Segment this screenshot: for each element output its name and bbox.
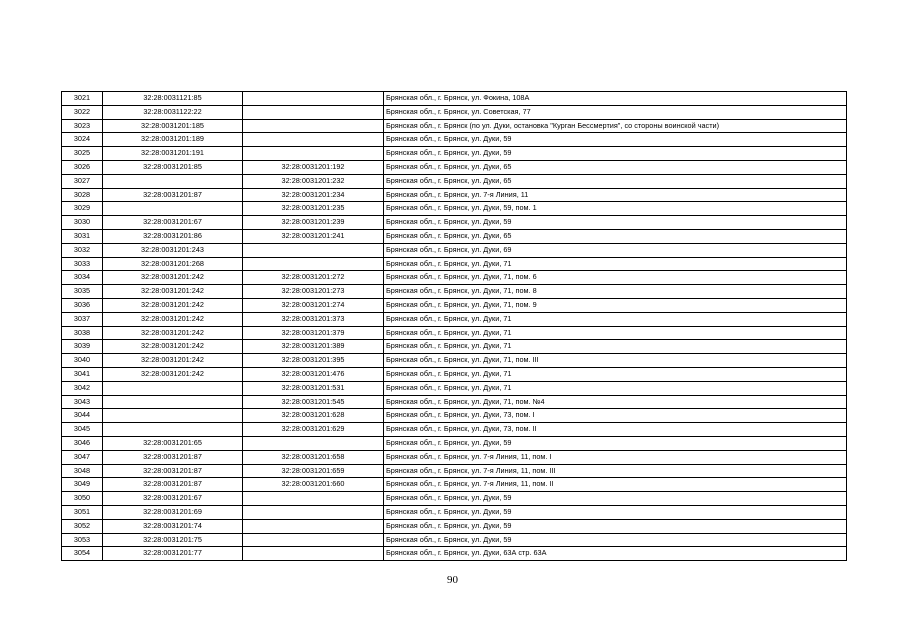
table-row: [62, 423, 847, 437]
cadastral-number-cell: 32:28:0031201:242: [103, 285, 243, 299]
address-cell: Брянская обл., г. Брянск, ул. Дуки, 63А стр. 63А: [384, 547, 847, 561]
row-number-cell: 3044: [62, 409, 103, 423]
object-cadastral-number-cell: [243, 92, 384, 106]
object-cadastral-number-cell: 32:28:0031201:545: [243, 395, 384, 409]
page-number: 90: [447, 574, 458, 586]
object-cadastral-number-cell: 32:28:0031201:629: [243, 423, 384, 437]
row-number-cell: 3022: [62, 105, 103, 119]
object-cadastral-number-cell: 32:28:0031201:239: [243, 216, 384, 230]
row-number-cell: 3054: [62, 547, 103, 561]
row-number-cell: 3036: [62, 298, 103, 312]
table-row: [62, 354, 847, 368]
row-number-cell: 3047: [62, 450, 103, 464]
cadastral-number-cell: 32:28:0031201:69: [103, 505, 243, 519]
row-number-cell: 3031: [62, 229, 103, 243]
object-cadastral-number-cell: [243, 133, 384, 147]
cadastral-number-cell: 32:28:0031201:185: [103, 119, 243, 133]
table-row: [62, 257, 847, 271]
object-cadastral-number-cell: [243, 147, 384, 161]
address-cell: Брянская обл., г. Брянск, ул. 7-я Линия, 11: [384, 188, 847, 202]
object-cadastral-number-cell: [243, 547, 384, 561]
row-number-cell: 3037: [62, 312, 103, 326]
address-cell: Брянская обл., г. Брянск, ул. 7-я Линия, 11, пом. I: [384, 450, 847, 464]
table-row: [62, 119, 847, 133]
row-number-cell: 3039: [62, 340, 103, 354]
object-cadastral-number-cell: 32:28:0031201:389: [243, 340, 384, 354]
address-cell: Брянская обл., г. Брянск, ул. Дуки, 71: [384, 312, 847, 326]
object-cadastral-number-cell: 32:28:0031201:232: [243, 174, 384, 188]
row-number-cell: 3033: [62, 257, 103, 271]
address-cell: Брянская обл., г. Брянск, ул. Дуки, 71, пом. 9: [384, 298, 847, 312]
cadastral-number-cell: [103, 174, 243, 188]
address-cell: Брянская обл., г. Брянск, ул. Дуки, 71, пом. №4: [384, 395, 847, 409]
table-row: [62, 367, 847, 381]
row-number-cell: 3030: [62, 216, 103, 230]
cadastral-number-cell: 32:28:0031201:67: [103, 492, 243, 506]
address-cell: Брянская обл., г. Брянск, ул. Дуки, 65: [384, 160, 847, 174]
table-row: [62, 105, 847, 119]
row-number-cell: 3021: [62, 92, 103, 106]
address-cell: Брянская обл., г. Брянск, ул. Дуки, 71: [384, 326, 847, 340]
address-cell: Брянская обл., г. Брянск, ул. Дуки, 65: [384, 229, 847, 243]
table-row: [62, 464, 847, 478]
cadastral-number-cell: 32:28:0031201:86: [103, 229, 243, 243]
row-number-cell: 3025: [62, 147, 103, 161]
address-cell: Брянская обл., г. Брянск, ул. Дуки, 59: [384, 133, 847, 147]
register-table: [61, 91, 847, 561]
row-number-cell: 3045: [62, 423, 103, 437]
table-row: [62, 243, 847, 257]
table-row: [62, 340, 847, 354]
table-row: [62, 381, 847, 395]
object-cadastral-number-cell: 32:28:0031201:660: [243, 478, 384, 492]
address-cell: Брянская обл., г. Брянск, ул. 7-я Линия, 11, пом. II: [384, 478, 847, 492]
address-cell: Брянская обл., г. Брянск, ул. Дуки, 59: [384, 216, 847, 230]
cadastral-number-cell: 32:28:0031201:268: [103, 257, 243, 271]
object-cadastral-number-cell: [243, 492, 384, 506]
address-cell: Брянская обл., г. Брянск, ул. 7-я Линия, 11, пом. III: [384, 464, 847, 478]
object-cadastral-number-cell: [243, 505, 384, 519]
cadastral-number-cell: [103, 381, 243, 395]
table-row: [62, 229, 847, 243]
table-row: [62, 202, 847, 216]
row-number-cell: 3048: [62, 464, 103, 478]
cadastral-number-cell: 32:28:0031201:242: [103, 340, 243, 354]
object-cadastral-number-cell: 32:28:0031201:273: [243, 285, 384, 299]
table-row: [62, 547, 847, 561]
address-cell: Брянская обл., г. Брянск, ул. Дуки, 71, пом. III: [384, 354, 847, 368]
table-row: [62, 450, 847, 464]
object-cadastral-number-cell: 32:28:0031201:234: [243, 188, 384, 202]
row-number-cell: 3050: [62, 492, 103, 506]
object-cadastral-number-cell: [243, 257, 384, 271]
object-cadastral-number-cell: 32:28:0031201:658: [243, 450, 384, 464]
address-cell: Брянская обл., г. Брянск, ул. Дуки, 59: [384, 436, 847, 450]
cadastral-number-cell: 32:28:0031201:242: [103, 326, 243, 340]
cadastral-number-cell: [103, 423, 243, 437]
table-row: [62, 436, 847, 450]
address-cell: Брянская обл., г. Брянск, ул. Дуки, 73, пом. II: [384, 423, 847, 437]
address-cell: Брянская обл., г. Брянск, ул. Дуки, 71: [384, 257, 847, 271]
row-number-cell: 3042: [62, 381, 103, 395]
address-cell: Брянская обл., г. Брянск, ул. Дуки, 65: [384, 174, 847, 188]
object-cadastral-number-cell: 32:28:0031201:395: [243, 354, 384, 368]
address-cell: Брянская обл., г. Брянск, ул. Дуки, 59: [384, 533, 847, 547]
table-row: [62, 92, 847, 106]
row-number-cell: 3046: [62, 436, 103, 450]
cadastral-number-cell: 32:28:0031201:77: [103, 547, 243, 561]
address-cell: Брянская обл., г. Брянск, ул. Дуки, 59: [384, 519, 847, 533]
row-number-cell: 3041: [62, 367, 103, 381]
object-cadastral-number-cell: [243, 533, 384, 547]
cadastral-number-cell: 32:28:0031201:191: [103, 147, 243, 161]
object-cadastral-number-cell: 32:28:0031201:192: [243, 160, 384, 174]
row-number-cell: 3040: [62, 354, 103, 368]
object-cadastral-number-cell: 32:28:0031201:379: [243, 326, 384, 340]
cadastral-number-cell: [103, 202, 243, 216]
cadastral-number-cell: 32:28:0031201:67: [103, 216, 243, 230]
address-cell: Брянская обл., г. Брянск, ул. Дуки, 59: [384, 147, 847, 161]
table-row: [62, 271, 847, 285]
address-cell: Брянская обл., г. Брянск, ул. Советская, 77: [384, 105, 847, 119]
object-cadastral-number-cell: 32:28:0031201:373: [243, 312, 384, 326]
cadastral-number-cell: 32:28:0031201:87: [103, 464, 243, 478]
cadastral-number-cell: 32:28:0031201:85: [103, 160, 243, 174]
cadastral-number-cell: 32:28:0031201:242: [103, 298, 243, 312]
row-number-cell: 3023: [62, 119, 103, 133]
cadastral-number-cell: 32:28:0031201:243: [103, 243, 243, 257]
cadastral-number-cell: [103, 409, 243, 423]
object-cadastral-number-cell: [243, 243, 384, 257]
table-row: [62, 395, 847, 409]
table-row: [62, 188, 847, 202]
address-cell: Брянская обл., г. Брянск, ул. Дуки, 71: [384, 367, 847, 381]
cadastral-number-cell: 32:28:0031201:74: [103, 519, 243, 533]
row-number-cell: 3024: [62, 133, 103, 147]
cadastral-number-cell: 32:28:0031201:242: [103, 271, 243, 285]
cadastral-number-cell: 32:28:0031201:87: [103, 188, 243, 202]
table-row: [62, 326, 847, 340]
address-cell: Брянская обл., г. Брянск (по ул. Дуки, остановка "Курган Бессмертия", со стороны воинской части): [384, 119, 847, 133]
row-number-cell: 3034: [62, 271, 103, 285]
table-row: [62, 285, 847, 299]
table-row: [62, 533, 847, 547]
row-number-cell: 3027: [62, 174, 103, 188]
table-row: [62, 174, 847, 188]
object-cadastral-number-cell: 32:28:0031201:476: [243, 367, 384, 381]
address-cell: Брянская обл., г. Брянск, ул. Дуки, 71: [384, 381, 847, 395]
cadastral-number-cell: 32:28:0031201:189: [103, 133, 243, 147]
address-cell: Брянская обл., г. Брянск, ул. Дуки, 59: [384, 505, 847, 519]
row-number-cell: 3035: [62, 285, 103, 299]
address-cell: Брянская обл., г. Брянск, ул. Дуки, 71, пом. 8: [384, 285, 847, 299]
object-cadastral-number-cell: 32:28:0031201:272: [243, 271, 384, 285]
row-number-cell: 3029: [62, 202, 103, 216]
object-cadastral-number-cell: [243, 105, 384, 119]
table-row: [62, 160, 847, 174]
address-cell: Брянская обл., г. Брянск, ул. Дуки, 71, пом. 6: [384, 271, 847, 285]
row-number-cell: 3038: [62, 326, 103, 340]
cadastral-number-cell: 32:28:0031201:65: [103, 436, 243, 450]
row-number-cell: 3028: [62, 188, 103, 202]
object-cadastral-number-cell: 32:28:0031201:274: [243, 298, 384, 312]
row-number-cell: 3026: [62, 160, 103, 174]
table-row: [62, 147, 847, 161]
table-row: [62, 409, 847, 423]
table-row: [62, 216, 847, 230]
row-number-cell: 3052: [62, 519, 103, 533]
address-cell: Брянская обл., г. Брянск, ул. Дуки, 59: [384, 492, 847, 506]
row-number-cell: 3032: [62, 243, 103, 257]
cadastral-number-cell: 32:28:0031122:22: [103, 105, 243, 119]
row-number-cell: 3053: [62, 533, 103, 547]
address-cell: Брянская обл., г. Брянск, ул. Дуки, 71: [384, 340, 847, 354]
address-cell: Брянская обл., г. Брянск, ул. Дуки, 73, пом. I: [384, 409, 847, 423]
table-row: [62, 133, 847, 147]
table-row: [62, 505, 847, 519]
table-row: [62, 478, 847, 492]
cadastral-number-cell: 32:28:0031201:87: [103, 450, 243, 464]
row-number-cell: 3049: [62, 478, 103, 492]
cadastral-number-cell: 32:28:0031201:87: [103, 478, 243, 492]
address-cell: Брянская обл., г. Брянск, ул. Дуки, 59, пом. 1: [384, 202, 847, 216]
cadastral-number-cell: 32:28:0031201:75: [103, 533, 243, 547]
register-table-body: [62, 92, 847, 561]
row-number-cell: 3051: [62, 505, 103, 519]
cadastral-number-cell: 32:28:0031121:85: [103, 92, 243, 106]
object-cadastral-number-cell: 32:28:0031201:235: [243, 202, 384, 216]
table-row: [62, 298, 847, 312]
object-cadastral-number-cell: 32:28:0031201:628: [243, 409, 384, 423]
address-cell: Брянская обл., г. Брянск, ул. Дуки, 69: [384, 243, 847, 257]
row-number-cell: 3043: [62, 395, 103, 409]
object-cadastral-number-cell: 32:28:0031201:241: [243, 229, 384, 243]
cadastral-number-cell: 32:28:0031201:242: [103, 367, 243, 381]
cadastral-number-cell: 32:28:0031201:242: [103, 312, 243, 326]
cadastral-number-cell: 32:28:0031201:242: [103, 354, 243, 368]
object-cadastral-number-cell: 32:28:0031201:659: [243, 464, 384, 478]
object-cadastral-number-cell: [243, 436, 384, 450]
table-row: [62, 519, 847, 533]
table-row: [62, 312, 847, 326]
object-cadastral-number-cell: [243, 519, 384, 533]
object-cadastral-number-cell: 32:28:0031201:531: [243, 381, 384, 395]
table-row: [62, 492, 847, 506]
object-cadastral-number-cell: [243, 119, 384, 133]
cadastral-number-cell: [103, 395, 243, 409]
address-cell: Брянская обл., г. Брянск, ул. Фокина, 108А: [384, 92, 847, 106]
